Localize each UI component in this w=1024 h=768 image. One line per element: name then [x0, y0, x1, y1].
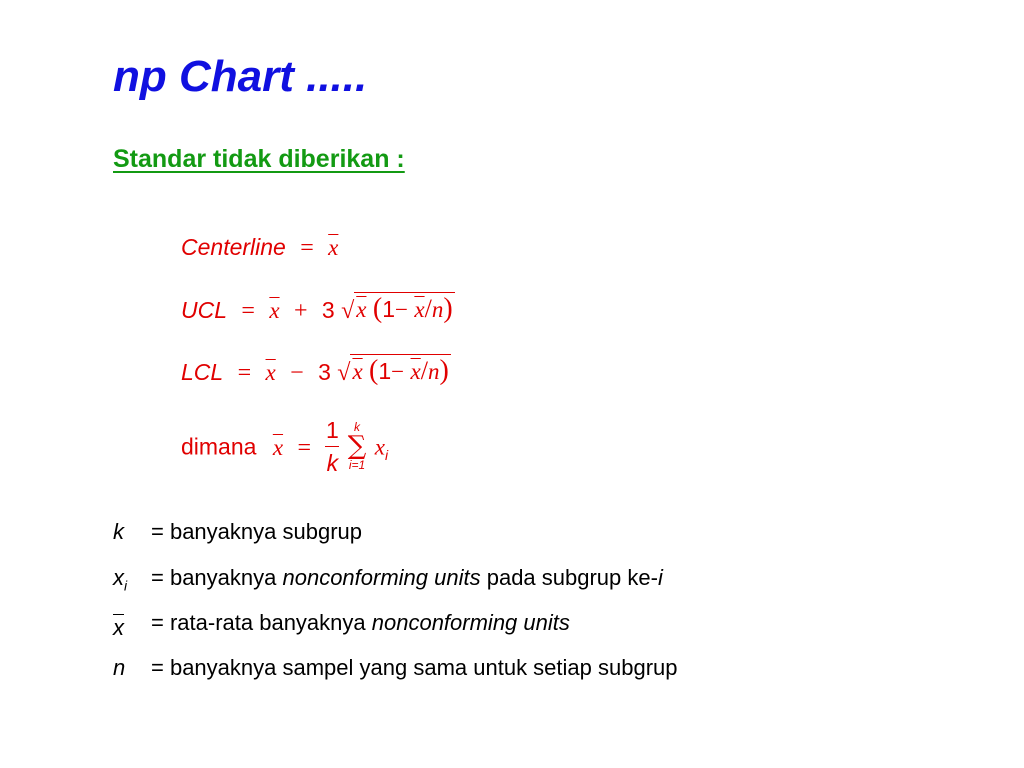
open-paren: ( [369, 355, 379, 386]
fraction [325, 416, 339, 477]
centerline-label: Centerline [181, 234, 286, 260]
xi-subscript: i [384, 447, 389, 464]
constant-one: 1 [382, 296, 395, 322]
sum-upper-limit: k [354, 419, 361, 434]
close-paren: ) [443, 293, 453, 324]
xbar-symbol: $\overline{x}$ [269, 298, 280, 323]
constant-three: 3 [318, 359, 331, 385]
definition-italic-text: nonconforming units [371, 610, 570, 635]
plus-sign: + [293, 298, 308, 324]
equals-sign: = [237, 360, 252, 386]
xbar-symbol: $\overline{x}$ [272, 434, 284, 460]
square-root [337, 354, 451, 387]
n-symbol: n [428, 359, 440, 384]
sum-lower-limit: i=1 [348, 457, 366, 472]
square-root [341, 292, 455, 325]
dimana-label: dimana [181, 433, 257, 460]
equals-sign: = [241, 298, 255, 324]
constant-three: 3 [321, 297, 335, 323]
n-symbol: n [431, 297, 444, 322]
fraction-bar [325, 446, 339, 447]
definition-symbol: $\overline{x}$ [113, 615, 124, 640]
sigma-icon: ∑ [347, 430, 367, 461]
lcl-label: LCL [181, 359, 224, 385]
definition-text: = rata-rata banyaknya [151, 610, 372, 635]
minus-sign: − [394, 297, 408, 322]
definition-italic-text: nonconforming units [282, 565, 481, 590]
open-paren: ( [372, 293, 383, 324]
slash: / [424, 294, 432, 323]
definition-text: = banyaknya sampel yang sama untuk setiap subgrup [151, 655, 678, 680]
xbar-symbol: $\overline{x}$ [328, 235, 339, 260]
constant-one: 1 [378, 358, 392, 384]
fraction-denominator: k [326, 450, 339, 476]
close-paren: ) [439, 355, 449, 386]
mean-formula [181, 418, 388, 479]
definition-row [113, 655, 678, 681]
page-title: np Chart ..... [113, 52, 368, 101]
definition-text-tail: pada subgrup ke- [480, 565, 658, 590]
definition-italic-index: i [657, 565, 663, 590]
equals-sign: = [300, 235, 314, 261]
centerline-formula [181, 234, 338, 262]
lcl-formula [181, 354, 451, 387]
xbar-symbol: $\overline{x}$ [410, 359, 421, 384]
xbar-symbol: $\overline{x}$ [265, 360, 276, 385]
radical-icon: √ [341, 298, 355, 324]
xi-symbol: x [374, 434, 385, 460]
radical-icon: √ [337, 360, 351, 386]
slash: / [420, 356, 428, 385]
definition-symbol: n [113, 655, 126, 680]
equals-sign: = [297, 434, 311, 461]
definition-text: = banyaknya subgrup [151, 519, 362, 544]
xbar-symbol: x [352, 359, 363, 384]
definition-symbol: $x_i$ [113, 565, 128, 594]
xbar-symbol: x [356, 297, 367, 322]
definition-symbol: k [113, 519, 124, 544]
xbar-symbol: $\overline{x}$ [414, 297, 425, 322]
fraction-numerator: 1 [325, 417, 339, 443]
definition-row [113, 565, 663, 593]
section-heading: Standar tidak diberikan : [113, 145, 405, 173]
minus-sign: − [391, 359, 405, 384]
ucl-formula [181, 292, 455, 325]
definition-row [113, 610, 570, 640]
definition-row [113, 519, 362, 545]
minus-sign: − [290, 360, 304, 386]
summation [348, 421, 367, 471]
definition-text: = banyaknya [151, 565, 283, 590]
ucl-label: UCL [181, 297, 228, 323]
